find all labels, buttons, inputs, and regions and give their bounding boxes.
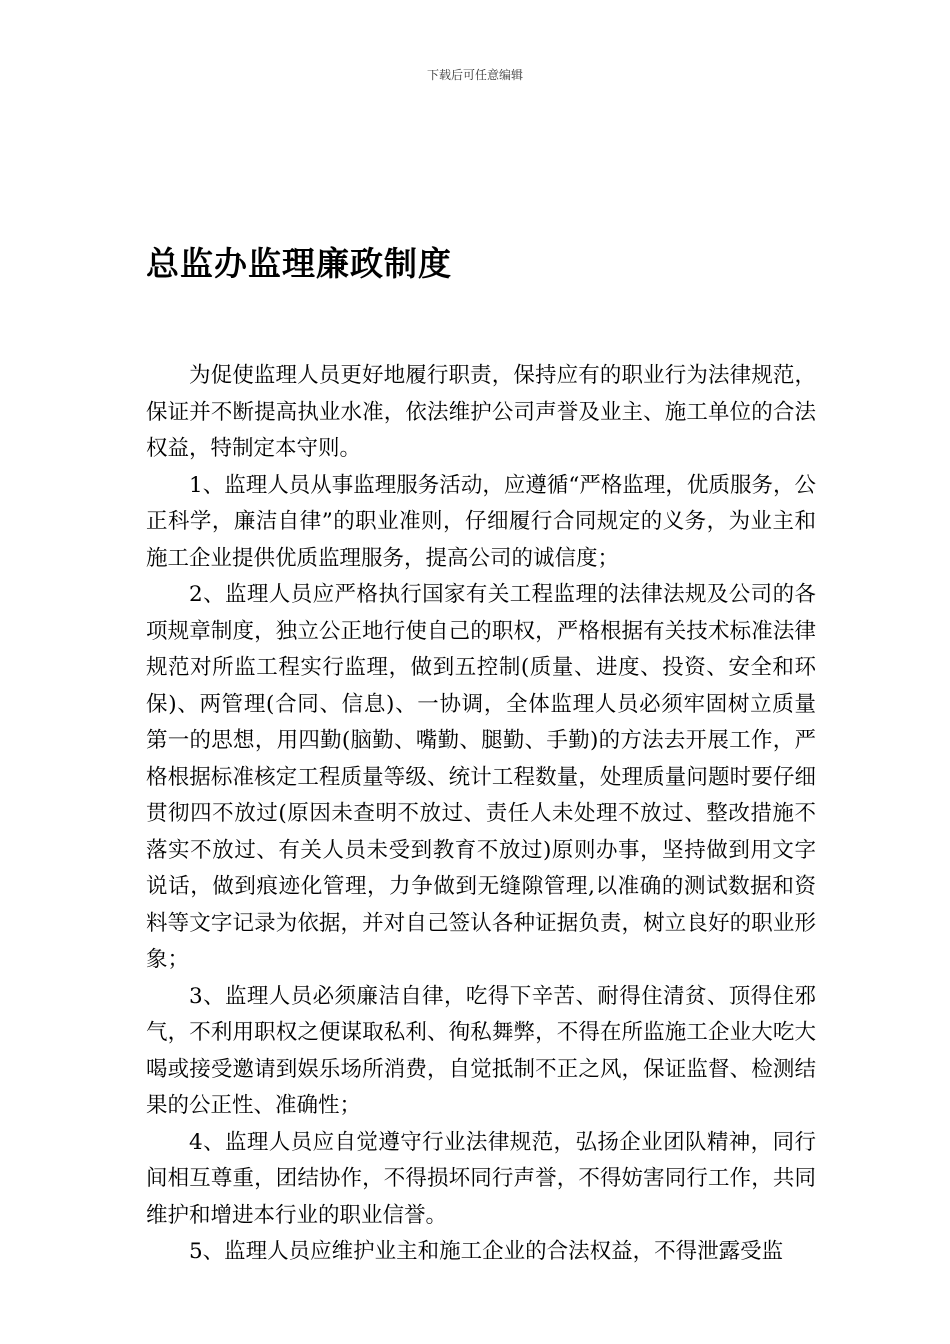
paragraph-intro: 为促使监理人员更好地履行职责，保持应有的职业行为法律规范，保证并不断提高执业水准，依法维护公司声誉及业主、施工单位的合法权益，特制定本守则。 — [146, 363, 816, 461]
paragraph-item-2: 2、监理人员应严格执行国家有关工程监理的法律法规及公司的各项规章制度，独立公正地行使自己的职权，严格根据有关技术标准法律规范对所监工程实行监理，做到五控制(质量、进度、投资、安全和环保)、两管理(合同、信息)、一协调，全体监理人员必须牢固树立质量第一的思想，用四勤(脑勤、嘴勤、腿勤、手勤)的方法去开展工作，严格根据标准核定工程质量等级、统计工程数量，处理质量问题时要仔细贯彻四不放过(原因未查明不放过、责任人未处理不放过、整改措施不落实不放过、有关人员未受到教育不放过)原则办事，坚持做到用文字说话，做到痕迹化管理，力争做到无缝隙管理,以准确的测试数据和资料等文字记录为依据，并对自己签认各种证据负责，树立良好的职业形象； — [146, 582, 816, 972]
paragraph-item-3: 3、监理人员必须廉洁自律，吃得下辛苦、耐得住清贫、顶得住邪气，不利用职权之便谋取私利、徇私舞弊，不得在所监施工企业大吃大喝或接受邀请到娱乐场所消费，自觉抵制不正之风，保证监督、检测结果的公正性、准确性； — [146, 983, 816, 1118]
document-body — [146, 358, 816, 1271]
paragraph-item-1: 1、监理人员从事监理服务活动，应遵循“严格监理，优质服务，公正科学，廉洁自律”的职业准则，仔细履行合同规定的义务，为业主和施工企业提供优质监理服务，提高公司的诚信度； — [146, 472, 816, 571]
paragraph-item-4: 4、监理人员应自觉遵守行业法律规范，弘扬企业团队精神，同行间相互尊重，团结协作，不得损坏同行声誉，不得妨害同行工作，共同维护和增进本行业的职业信誉。 — [146, 1129, 816, 1228]
paragraph-item-5: 5、监理人员应维护业主和施工企业的合法权益，不得泄露受监 — [189, 1239, 784, 1264]
page-header-note: 下载后可任意编辑 — [426, 68, 523, 82]
document-title: 总监办监理廉政制度 — [146, 244, 452, 283]
